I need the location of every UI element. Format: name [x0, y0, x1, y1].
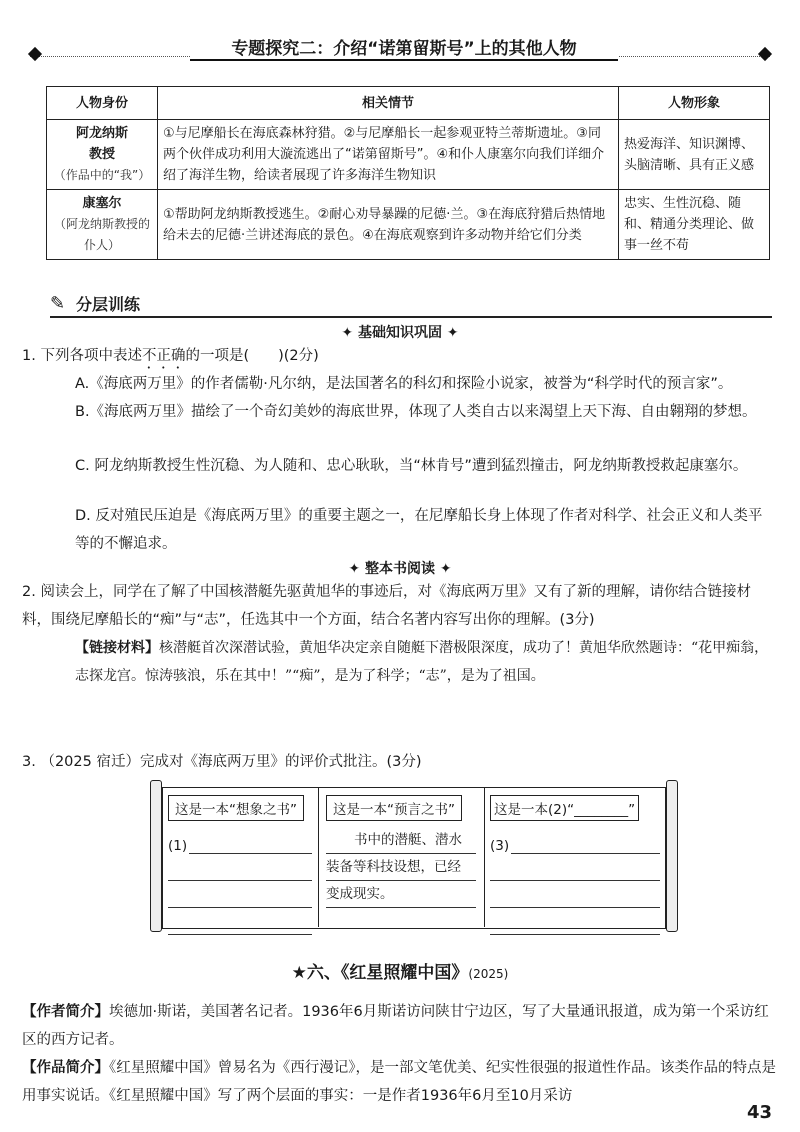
stem-part: 下列各项中表述	[40, 348, 142, 364]
plot-cell: ①与尼摩船长在海底森林狩猎。②与尼摩船长一起参观亚特兰蒂斯遗址。③同两个伙伴成功利用大漩流逃出了“诺第留斯号”。④和仆人康塞尔向我们详细介绍了海洋生物，给读者展现了许多海洋生物知识	[158, 120, 619, 190]
image-cell: 热爱海洋、知识渊博、头脑清晰、具有正义感	[619, 120, 770, 190]
card-text-line: 书中的潜艇、潜水	[326, 827, 476, 854]
work-intro	[22, 1054, 779, 1110]
part6-title: ★六、《红星照耀中国》	[291, 963, 469, 983]
page-title: 专题探究二：介绍“诺第留斯号”上的其他人物	[190, 34, 618, 61]
character-note: （作品中的“我”）	[53, 168, 151, 182]
card-text-line: 装备等科技设想，已经	[326, 854, 476, 881]
scroll-roll-left	[150, 780, 162, 932]
option-b: B.《海底两万里》描绘了一个奇幻美妙的海底世界，体现了人类自古以来渴望上天下海、自由翱翔的梦想。	[75, 404, 757, 420]
page-number: 43	[746, 1102, 772, 1123]
section-header	[50, 290, 772, 318]
material-text: 核潜艇首次深潜试验，黄旭华决定亲自随艇下潜极限深度，成功了！黄旭华欣然题诗：“花甲痴翁，志探龙宫。惊涛骇浪，乐在其中！”“痴”，是为了科学；“志”，是为了祖国。	[75, 640, 769, 684]
option-d: D. 反对殖民压迫是《海底两万里》的重要主题之一，在尼摩船长身上体现了作者对科学、社会正义和人类平等的不懈追求。	[75, 508, 763, 552]
answer-line[interactable]	[490, 908, 660, 935]
answer-line[interactable]	[168, 908, 312, 935]
image-cell: 忠实、生性沉稳、随和、精通分类理论、做事一丝不苟	[619, 190, 770, 260]
work-text: 《红星照耀中国》曾易名为《西行漫记》，是一部文笔优美、纪实性很强的报道性作品。该类作品的特点是用事实说话。《红星照耀中国》写了两个层面的事实：一是作者1936年6月至10月采访	[22, 1060, 776, 1104]
option-a: A.《海底两万里》的作者儒勒·凡尔纳，是法国著名的科幻和探险小说家，被誉为“科学时代的预言家”。	[75, 376, 733, 392]
card-text-line: 变成现实。	[326, 881, 476, 908]
question-1-stem	[22, 342, 777, 372]
plot-cell: ①帮助阿龙纳斯教授逃生。②耐心劝导暴躁的尼德·兰。③在海底狩猎后热情地给未去的尼德·兰讲述海底的景色。④在海底观察到许多动物并给它们分类	[158, 190, 619, 260]
answer-line[interactable]	[168, 854, 312, 881]
stem-text: （2025 宿迁）完成对《海底两万里》的评价式批注。(3分)	[40, 754, 422, 770]
link-material	[75, 634, 780, 690]
author-text: 埃德加·斯诺，美国著名记者。1936年6月斯诺访问陕甘宁边区，写了大量通讯报道，成为第一个采访红区的西方记者。	[22, 1004, 769, 1048]
card-prophecy	[326, 789, 476, 925]
card-heading: 这是一本“预言之书”	[326, 795, 462, 821]
pencil-note-icon: ✎	[50, 293, 66, 314]
table-header-row	[47, 87, 770, 120]
diamond-icon	[28, 47, 42, 61]
answer-line[interactable]	[490, 854, 660, 881]
work-label: 【作品简介】	[22, 1060, 109, 1076]
identity-cell	[47, 120, 158, 190]
character-note: （阿龙纳斯教授的仆人）	[53, 217, 150, 252]
part6-heading	[0, 958, 800, 983]
table-row	[47, 190, 770, 260]
character-name-line2: 教授	[88, 147, 115, 162]
character-name: 康塞尔	[82, 196, 122, 211]
diamond-icon	[758, 47, 772, 61]
card-custom	[490, 789, 660, 925]
scroll-divider	[484, 787, 485, 927]
stem-text: 阅读会上，同学在了解了中国核潜艇先驱黄旭华的事迹后，对《海底两万里》又有了新的理解，请你结合链接材料，围绕尼摩船长的“痴”与“志”，任选其中一个方面，结合名著内容写出你的理解。(3分)	[22, 584, 751, 628]
question-number: 3.	[22, 754, 36, 770]
emphasis-text: 不正确	[141, 348, 186, 364]
card-heading: 这是一本(2)“________”	[490, 795, 639, 821]
character-table	[46, 86, 770, 260]
card-imagination	[168, 789, 312, 925]
answer-blank-1[interactable]	[189, 827, 312, 854]
card-heading: 这是一本“想象之书”	[168, 795, 304, 821]
column-header: 人物形象	[619, 87, 770, 120]
blank-number: (1)	[168, 838, 188, 854]
part6-year: (2025)	[468, 967, 509, 981]
stem-part: 的一项是( )(2分)	[185, 348, 319, 364]
column-header: 人物身份	[47, 87, 158, 120]
character-name: 阿龙纳斯	[75, 126, 128, 141]
column-header: 相关情节	[158, 87, 619, 120]
identity-cell	[47, 190, 158, 260]
answer-blank-3[interactable]	[511, 827, 660, 854]
question-number: 2.	[22, 584, 36, 600]
answer-line[interactable]	[490, 881, 660, 908]
subsection-whole-book: ✦ 整本书阅读 ✦	[348, 561, 452, 577]
question-3-stem	[22, 748, 777, 776]
table-row	[47, 120, 770, 190]
author-label: 【作者简介】	[22, 1004, 109, 1020]
question-number: 1.	[22, 348, 36, 364]
answer-line[interactable]	[168, 881, 312, 908]
blank-number: (3)	[490, 838, 510, 854]
material-label: 【链接材料】	[75, 640, 159, 656]
author-intro	[22, 998, 779, 1054]
section-title: 分层训练	[76, 295, 141, 314]
option-c: C. 阿龙纳斯教授生性沉稳、为人随和、忠心耿耿，当“林肯号”遭到猛烈撞击，阿龙纳斯教授救起康塞尔。	[75, 458, 748, 474]
scroll-divider	[318, 787, 319, 927]
scroll-roll-right	[666, 780, 678, 932]
subsection-basic: ✦ 基础知识巩固 ✦	[341, 325, 459, 341]
question-2-stem	[22, 578, 777, 634]
